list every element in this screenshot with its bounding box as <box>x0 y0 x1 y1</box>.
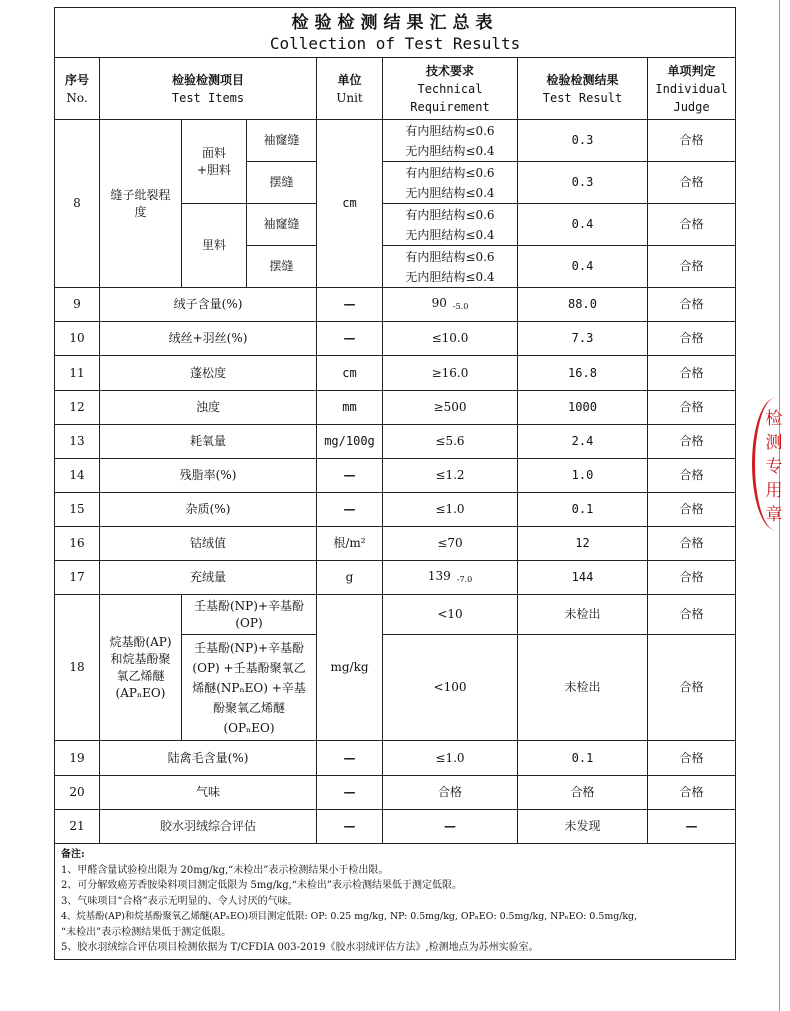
row-item: 蓬松度 <box>100 356 317 391</box>
row-unit: — <box>317 741 383 776</box>
table-row <box>55 741 736 776</box>
row-unit: — <box>317 810 383 844</box>
row-judge: 合格 <box>648 741 736 776</box>
row-judge: 合格 <box>648 425 736 459</box>
row-no: 17 <box>55 561 100 595</box>
row8-req-4: 有内胆结构≤0.6 无内胆结构≤0.4 <box>383 246 518 288</box>
row-item: 陆禽毛含量(%) <box>100 741 317 776</box>
table-row <box>55 288 736 322</box>
row-item: 耗氧量 <box>100 425 317 459</box>
table-row <box>55 493 736 527</box>
table-row <box>55 391 736 425</box>
row-item: 浊度 <box>100 391 317 425</box>
note-line: 5、胶水羽绒综合评估项目检测依据为 T/CFDIA 003-2019《胶水羽绒评估方法》,检测地点为苏州实验室。 <box>61 942 539 953</box>
row-no: 21 <box>55 810 100 844</box>
header-no: 序号 No. <box>55 58 100 120</box>
row8-req-2: 有内胆结构≤0.6 无内胆结构≤0.4 <box>383 162 518 204</box>
table-row <box>55 810 736 844</box>
header-requirement: 技术要求 Technical Requirement <box>383 58 518 120</box>
row-no: 9 <box>55 288 100 322</box>
table-row <box>55 459 736 493</box>
row-unit: cm <box>317 356 383 391</box>
row-req: ≤10.0 <box>383 322 518 356</box>
header-result: 检验检测结果 Test Result <box>518 58 648 120</box>
row-item: 杂质(%) <box>100 493 317 527</box>
row-item: 充绒量 <box>100 561 317 595</box>
note-line: 1、甲醛含量试验检出限为 20mg/kg,“未检出”表示检测结果小于检出限。 <box>61 864 389 876</box>
row8-res-1: 0.3 <box>518 120 648 162</box>
row18-req2: <100 <box>383 635 518 741</box>
results-table <box>54 7 736 960</box>
notes-row <box>55 844 736 960</box>
row-no: 11 <box>55 356 100 391</box>
note-line: “未检出”表示检测结果低于测定低限。 <box>61 926 232 938</box>
row-judge: 合格 <box>648 459 736 493</box>
row-req: ≤5.6 <box>383 425 518 459</box>
row-unit: — <box>317 776 383 810</box>
row-req: ≤1.2 <box>383 459 518 493</box>
row8-unit: cm <box>317 120 383 288</box>
row-item: 钴绒值 <box>100 527 317 561</box>
row8-res-4: 0.4 <box>518 246 648 288</box>
row-unit: — <box>317 459 383 493</box>
row8-judge-3: 合格 <box>648 204 736 246</box>
row-unit: — <box>317 493 383 527</box>
row18-item: 烷基酚(AP)和烷基酚聚氧乙烯醚(APₙEO) <box>100 595 182 741</box>
note-line: 2、可分解致癌芳香胺染料项目测定低限为 5mg/kg,“未检出”表示检测结果低于测定低限。 <box>61 880 463 891</box>
row8-face: 面料+胆料 <box>182 120 247 204</box>
row-req: 90 $_{-5.0}$ <box>383 288 518 322</box>
row-res: 16.8 <box>518 356 648 391</box>
row-judge: 合格 <box>648 322 736 356</box>
row18-unit: mg/kg <box>317 595 383 741</box>
table-row <box>55 561 736 595</box>
row-res: 0.1 <box>518 741 648 776</box>
row-no: 19 <box>55 741 100 776</box>
row-req: ≤70 <box>383 527 518 561</box>
seal-char: 章 <box>765 505 783 525</box>
row-unit: mm <box>317 391 383 425</box>
row18-res1: 未检出 <box>518 595 648 635</box>
header-row <box>55 58 736 120</box>
row-judge: 合格 <box>648 288 736 322</box>
row8-res-2: 0.3 <box>518 162 648 204</box>
row-res: 未发现 <box>518 810 648 844</box>
row-res: 7.3 <box>518 322 648 356</box>
row-judge: 合格 <box>648 391 736 425</box>
title-cn: 检验检测结果汇总表 <box>291 13 499 33</box>
row-res: 144 <box>518 561 648 595</box>
row-req: 139 $_{-7.0}$ <box>383 561 518 595</box>
row-item: 绒丝+羽丝(%) <box>100 322 317 356</box>
row18-judge2: 合格 <box>648 635 736 741</box>
row18-req1: <10 <box>383 595 518 635</box>
row8-sleeve-2: 袖窿缝 <box>247 204 317 246</box>
row-unit: mg/100g <box>317 425 383 459</box>
table-row <box>55 120 736 162</box>
row8-item: 缝子纰裂程度 <box>100 120 182 288</box>
row-judge: 合格 <box>648 561 736 595</box>
seal-char: 检 <box>765 409 783 429</box>
row-no: 12 <box>55 391 100 425</box>
row-req: 合格 <box>383 776 518 810</box>
title-en: Collection of Test Results <box>269 34 521 53</box>
row8-hem-1: 摆缝 <box>247 162 317 204</box>
seal-char: 测 <box>765 433 783 453</box>
row-res: 1.0 <box>518 459 648 493</box>
row-no: 10 <box>55 322 100 356</box>
header-unit: 单位 Unit <box>317 58 383 120</box>
row-judge: 合格 <box>648 776 736 810</box>
notes-title: 备注: <box>61 849 85 860</box>
row-item: 胶水羽绒综合评估 <box>100 810 317 844</box>
row-req: ≤1.0 <box>383 741 518 776</box>
row8-judge-1: 合格 <box>648 120 736 162</box>
row-item: 绒子含量(%) <box>100 288 317 322</box>
row-unit: — <box>317 322 383 356</box>
row-judge: 合格 <box>648 527 736 561</box>
row8-req-3: 有内胆结构≤0.6 无内胆结构≤0.4 <box>383 204 518 246</box>
row18-judge1: 合格 <box>648 595 736 635</box>
row8-req-1: 有内胆结构≤0.6 无内胆结构≤0.4 <box>383 120 518 162</box>
row-res: 12 <box>518 527 648 561</box>
row-judge: 合格 <box>648 493 736 527</box>
row-no: 15 <box>55 493 100 527</box>
table-row <box>55 322 736 356</box>
row18-no: 18 <box>55 595 100 741</box>
row8-hem-2: 摆缝 <box>247 246 317 288</box>
row-no: 16 <box>55 527 100 561</box>
row-no: 13 <box>55 425 100 459</box>
row8-sleeve-1: 袖窿缝 <box>247 120 317 162</box>
row-item: 气味 <box>100 776 317 810</box>
row8-lining: 里料 <box>182 204 247 288</box>
row-unit: 根/m² <box>317 527 383 561</box>
note-line: 4、烷基酚(AP)和烷基酚聚氧乙烯醚(APₙEO)项目测定低限: OP: 0.25 mg/kg, NP: 0.5mg/kg, OPₙEO: 0.5mg/kg, NPₙEO: 0.5mg/kg, <box>61 911 638 922</box>
row-req: ≥500 <box>383 391 518 425</box>
row-item: 残脂率(%) <box>100 459 317 493</box>
row-req: ≥16.0 <box>383 356 518 391</box>
row-res: 0.1 <box>518 493 648 527</box>
row-no: 20 <box>55 776 100 810</box>
row-res: 合格 <box>518 776 648 810</box>
row-judge: 合格 <box>648 356 736 391</box>
seal-char: 专 <box>765 457 783 477</box>
note-line: 3、气味项目“合格”表示无明显的、令人讨厌的气味。 <box>61 895 298 907</box>
row-req: ≤1.0 <box>383 493 518 527</box>
table-row <box>55 527 736 561</box>
results-sheet <box>54 7 735 960</box>
row18-sub2: 壬基酚(NP)+辛基酚(OP) +壬基酚聚氧乙烯醚(NPₙEO) +辛基酚聚氧乙烯醚(OPₙEO) <box>182 635 317 741</box>
table-row <box>55 595 736 635</box>
table-row <box>55 776 736 810</box>
header-judge: 单项判定 Individual Judge <box>648 58 736 120</box>
title-row <box>55 8 736 58</box>
row8-res-3: 0.4 <box>518 204 648 246</box>
seal-stamp <box>752 398 788 530</box>
row-no: 14 <box>55 459 100 493</box>
row8-no: 8 <box>55 120 100 288</box>
seal-char: 用 <box>765 481 783 501</box>
table-row <box>55 356 736 391</box>
row8-judge-4: 合格 <box>648 246 736 288</box>
row8-judge-2: 合格 <box>648 162 736 204</box>
row-res: 88.0 <box>518 288 648 322</box>
row-res: 1000 <box>518 391 648 425</box>
row-res: 2.4 <box>518 425 648 459</box>
row-req: — <box>383 810 518 844</box>
row-judge: — <box>648 810 736 844</box>
table-row <box>55 425 736 459</box>
row18-sub1: 壬基酚(NP)+辛基酚(OP) <box>182 595 317 635</box>
row18-res2: 未检出 <box>518 635 648 741</box>
row-unit: — <box>317 288 383 322</box>
row-unit: g <box>317 561 383 595</box>
notes <box>55 844 736 960</box>
header-item: 检验检测项目 Test Items <box>100 58 317 120</box>
